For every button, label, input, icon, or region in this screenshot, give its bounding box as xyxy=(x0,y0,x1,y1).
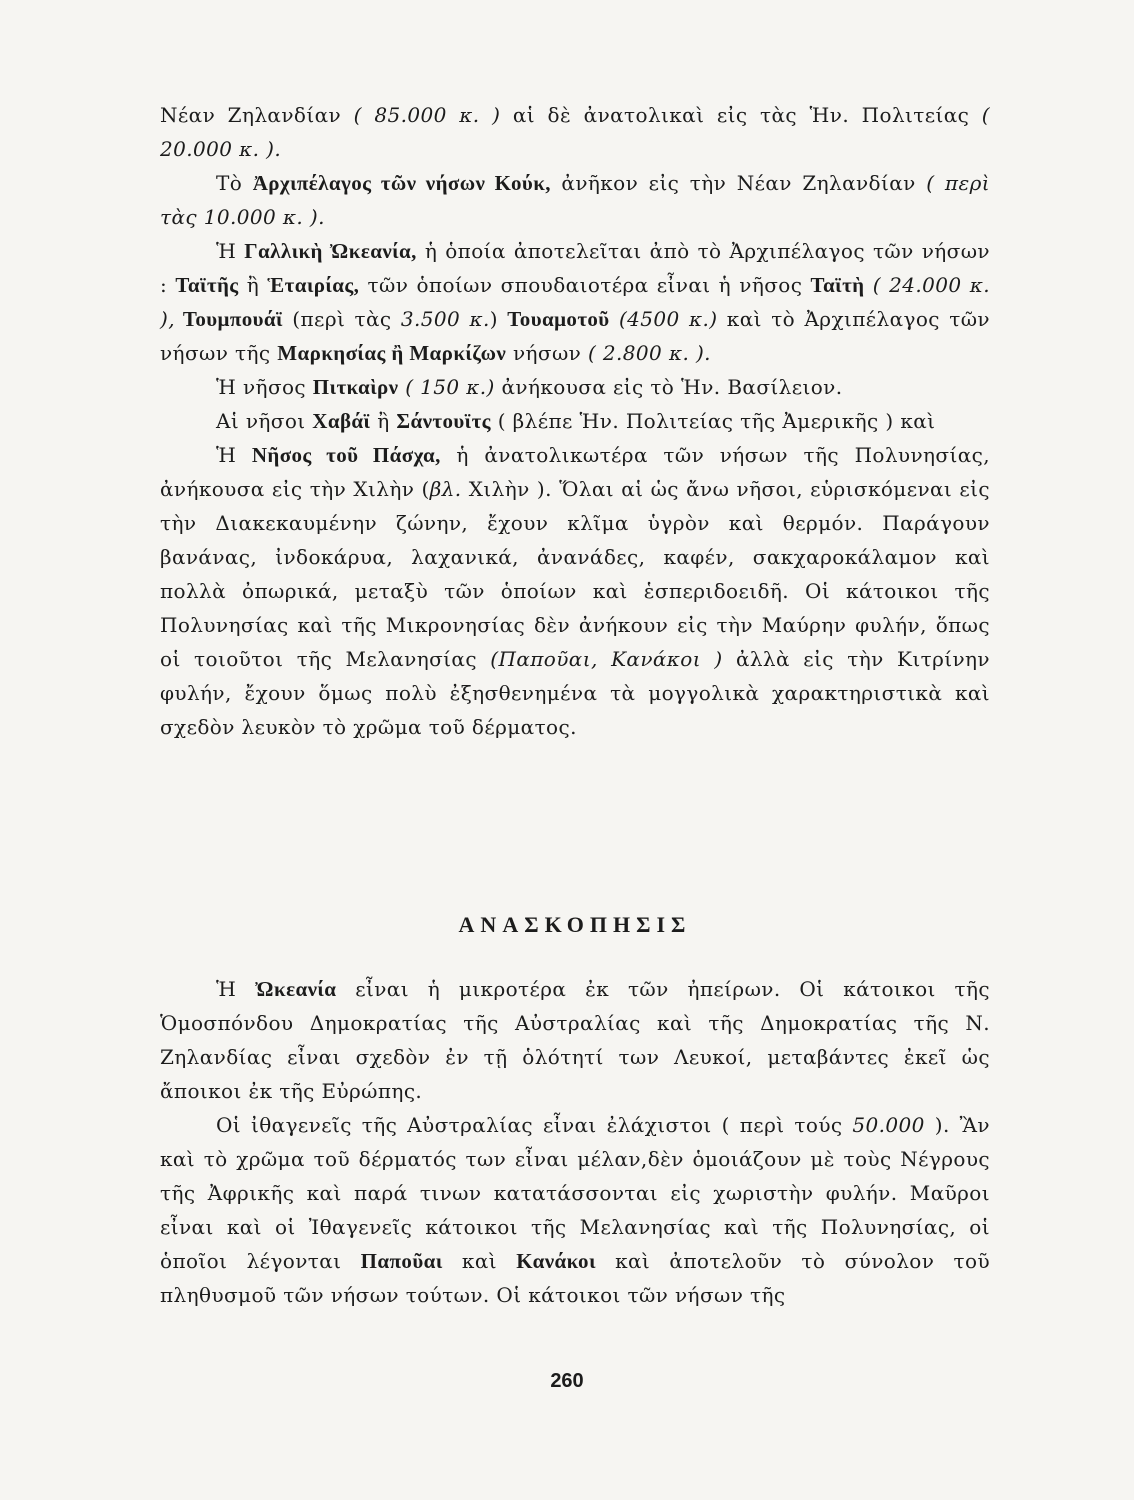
bold-term: Πιτκαὶρν xyxy=(312,375,399,399)
text-run: καὶ ἀποτελοῦν τὸ σύνολον τοῦ πληθυσμοῦ τῶν νήσων τούτων. Οἱ κάτοικοι τῶν νήσων τῆς xyxy=(160,1249,990,1307)
text-run: Νέαν Ζηλανδίαν xyxy=(160,103,354,127)
bold-term: Ἑταιρίας, xyxy=(267,273,360,297)
page-number: 260 xyxy=(550,1370,584,1392)
text-run: τῶν ὁποίων σπουδαιοτέρα εἶναι ἡ νῆσος xyxy=(359,273,811,297)
bold-term: Κανάκοι xyxy=(516,1249,596,1273)
italic-run: ( 2.800 κ. ). xyxy=(587,341,711,365)
text-run: (περὶ τὰς xyxy=(282,307,401,331)
paragraph xyxy=(160,166,990,234)
italic-run: ( περὶ τὰς 10.000 κ. ). xyxy=(160,171,990,229)
italic-run: 3.500 κ. xyxy=(400,307,490,331)
body-text-top xyxy=(160,98,990,744)
bold-term: Τουαμοτοῦ xyxy=(507,307,610,331)
text-run: ) xyxy=(489,307,508,331)
bold-term: Χαβάϊ xyxy=(312,409,371,433)
text-run: ( βλέπε Ἡν. Πολιτείας τῆς Ἀμερικῆς ) καὶ xyxy=(490,409,936,433)
bold-term: Γαλλικὴ Ὠκεανία, xyxy=(244,239,417,263)
text-run: ἀνῆκον εἰς τὴν Νέαν Ζηλανδίαν xyxy=(550,171,927,195)
text-run: Ἡ xyxy=(216,239,245,263)
bold-term: Ἀρχιπέλαγος τῶν νήσων Κούκ, xyxy=(252,171,551,195)
paragraph xyxy=(160,1108,990,1312)
italic-run: 50.000 xyxy=(852,1113,925,1137)
bold-term: Σάντουϊτς xyxy=(396,409,491,433)
text-run: Οἱ ἰθαγενεῖς τῆς Αὐστραλίας εἶναι ἐλάχιστοι ( περὶ τούς xyxy=(216,1113,853,1137)
bold-term: Νῆσος τοῦ Πάσχα, xyxy=(251,443,441,467)
text-run: καὶ τὸ Ἀρχιπέλαγος τῶν νήσων τῆς xyxy=(160,307,990,365)
text-run: καὶ xyxy=(442,1249,517,1273)
paragraph xyxy=(160,370,990,404)
text-run: ἀλλὰ εἰς τὴν Κιτρίνην φυλήν, ἔχουν ὅμως πολὺ ἐξησθενημένα τὰ μογγολικὰ χαρακτηριστικὰ καὶ σχεδὸν λευκὸν τὸ χρῶμα τοῦ δέρματος. xyxy=(160,647,990,739)
bold-term: Ταϊτῆς xyxy=(175,273,239,297)
italic-run: ( 150 κ.) xyxy=(398,375,495,399)
paragraph xyxy=(160,98,990,166)
text-run: εἶναι ἡ μικροτέρα ἐκ τῶν ἠπείρων. Οἱ κάτοικοι τῆς Ὁμοσπόνδου Δημοκρατίας τῆς Αὐστραλίας καὶ τῆς Δημοκρατίας τῆς Ν. Ζηλανδίας εἶναι σχεδὸν ἐν τῇ ὁλότητί των Λευκοί, μεταβάντες ἐκεῖ ὡς ἄποικοι ἐκ τῆς Εὐρώπης. xyxy=(160,977,990,1103)
italic-run: (Παποῦαι, Κανάκοι ) xyxy=(490,647,723,671)
paragraph xyxy=(160,404,990,438)
paragraph xyxy=(160,972,990,1108)
paragraph xyxy=(160,234,990,370)
body-text-bottom xyxy=(160,972,990,1312)
text-run: ἢ xyxy=(238,273,268,297)
text-run: νήσων xyxy=(506,341,588,365)
text-run: ἡ ἀνατολικωτέρα τῶν νήσων τῆς Πολυνησίας, ἀνήκουσα εἰς τὴν Χιλὴν ( xyxy=(160,443,990,501)
bold-term: Παποῦαι xyxy=(360,1249,443,1273)
italic-run: ( 85.000 κ. ) xyxy=(353,103,501,127)
section-heading: ΑΝΑΣΚΟΠΗΣΙΣ xyxy=(458,912,692,937)
bold-term: Μαρκησίας ἢ Μαρκίζων xyxy=(277,341,507,365)
text-run: ἡ ὁποία ἀποτελεῖται ἀπὸ τὸ Ἀρχιπέλαγος τῶν νήσων : xyxy=(160,239,990,297)
bold-term: Ταϊτὴ xyxy=(810,273,865,297)
italic-run: (4500 κ.) xyxy=(609,307,718,331)
text-run: Αἱ νῆσοι xyxy=(216,409,313,433)
bold-term: Ὠκεανία xyxy=(255,977,337,1001)
text-run: ἀνήκουσα εἰς τὸ Ἡν. Βασίλειον. xyxy=(494,375,843,399)
text-run: ). Ἂν καὶ τὸ χρῶμα τοῦ δέρματός των εἶναι μέλαν,δὲν ὁμοιάζουν μὲ τοὺς Νέγρους τῆς Ἀφρικῆς καὶ παρά τινων κατατάσσονται εἰς χωριστὴν φυλήν. Μαῦροι εἶναι καὶ οἱ Ἰθαγενεῖς κάτοικοι τῆς Μελανησίας καὶ τῆς Πολυνησίας, οἱ ὁποῖοι λέγονται xyxy=(160,1113,990,1273)
bold-term: Τουμπουάϊ xyxy=(174,307,283,331)
paragraph xyxy=(160,438,990,744)
text-run: Τὸ xyxy=(216,171,253,195)
text-run: Ἡ νῆσος xyxy=(216,375,313,399)
text-run: αἱ δὲ ἀνατολικαὶ εἰς τὰς Ἡν. Πολιτείας xyxy=(500,103,982,127)
italic-run: βλ. xyxy=(429,477,462,501)
text-run: Ἡ xyxy=(216,443,252,467)
italic-run: ( 20.000 κ. ). xyxy=(160,103,990,161)
italic-run: ( 24.000 κ. ), xyxy=(160,273,990,331)
text-run: Ἡ xyxy=(216,977,256,1001)
text-run: ἢ xyxy=(370,409,397,433)
text-run: Χιλὴν ). Ὅλαι αἱ ὡς ἄνω νῆσοι, εὑρισκόμεναι εἰς τὴν Διακεκαυμένην ζώνην, ἔχουν κλῖμα ὑγρὸν καὶ θερμόν. Παράγουν βανάνας, ἰνδοκάρυα, λαχανικά, ἀνανάδες, καφέν, σακχαροκάλαμον καὶ πολλὰ ὀπωρικά, μεταξὺ τῶν ὁποίων καὶ ἑσπεριδοειδῆ. Οἱ κάτοικοι τῆς Πολυνησίας καὶ τῆς Μικρονησίας δὲν ἀνήκουν εἰς τὴν Μαύρην φυλήν, ὅπως οἱ τοιοῦτοι τῆς Μελανησίας xyxy=(160,477,990,671)
